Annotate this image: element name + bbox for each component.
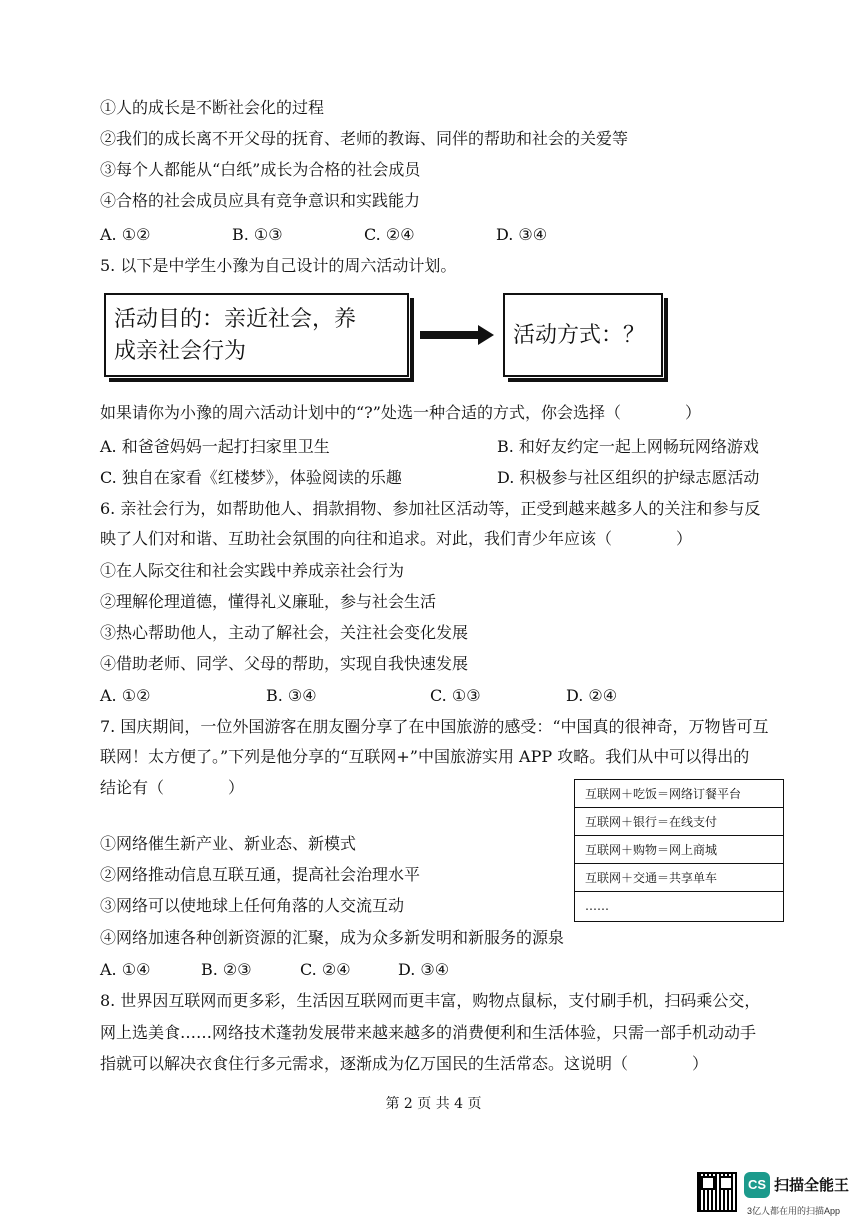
activity-purpose-line1: 活动目的：亲近社会，养	[114, 307, 357, 332]
camscanner-logo: CS	[744, 1172, 770, 1198]
q5-option-a: A. 和爸爸妈妈一起打扫家里卫生	[100, 437, 330, 456]
q8-line2: 网上选美食……网络技术蓬勃发展带来越来越多的消费便利和生活体验，只需一部手机动动手	[100, 1023, 757, 1042]
q4-option-d: D. ③④	[496, 225, 548, 244]
q5-option-c: C. 独自在家看《红楼梦》，体验阅读的乐趣	[100, 468, 402, 487]
q5-stem: 5. 以下是中学生小豫为自己设计的周六活动计划。	[100, 256, 457, 275]
q7-statement-2: ②网络推动信息互联互通，提高社会治理水平	[100, 865, 421, 884]
page-number: 第 2 页 共 4 页	[385, 1096, 482, 1112]
camscanner-name: 扫描全能王	[774, 1177, 850, 1194]
arrow-right-icon	[420, 331, 480, 339]
q6-option-d: D. ②④	[566, 686, 618, 705]
q4-option-b: B. ①③	[232, 225, 283, 244]
q7-option-d: D. ③④	[398, 960, 450, 979]
q5-question: 如果请你为小豫的周六活动计划中的“?”处选一种合适的方式，你会选择（ ）	[100, 403, 701, 422]
qr-code-icon	[697, 1172, 737, 1212]
q6-statement-2: ②理解伦理道德，懂得礼义廉耻，参与社会生活	[100, 592, 437, 611]
activity-method-text: 活动方式：？	[513, 323, 646, 348]
q7-stem-line3: 结论有（ ）	[100, 778, 245, 797]
q6-statement-3: ③热心帮助他人，主动了解社会，关注社会变化发展	[100, 623, 469, 642]
q7-statement-1: ①网络催生新产业、新业态、新模式	[100, 834, 357, 853]
q7-stem-line1: 7. 国庆期间，一位外国游客在朋友圈分享了在中国旅游的感受：“中国真的很神奇，万物皆可互	[100, 717, 769, 736]
app-guide-row: 互联网＋购物＝网上商城	[575, 836, 783, 864]
q4-option-a: A. ①②	[100, 225, 151, 244]
app-guide-table	[574, 779, 784, 922]
q5-option-b: B. 和好友约定一起上网畅玩网络游戏	[497, 437, 759, 456]
q7-statement-3: ③网络可以使地球上任何角落的人交流互动	[100, 896, 405, 915]
q6-option-b: B. ③④	[266, 686, 317, 705]
app-guide-row: 互联网＋交通＝共享单车	[575, 864, 783, 892]
activity-purpose-line2: 成亲社会行为	[114, 339, 247, 364]
q4-statement-1: ①人的成长是不断社会化的过程	[100, 98, 325, 117]
q7-statement-4: ④网络加速各种创新资源的汇聚，成为众多新发明和新服务的源泉	[100, 928, 565, 947]
q4-option-c: C. ②④	[364, 225, 415, 244]
q8-line3: 指就可以解决衣食住行多元需求，逐渐成为亿万国民的生活常态。这说明（ ）	[100, 1054, 709, 1073]
q8-line1: 8. 世界因互联网而更多彩，生活因互联网而更丰富，购物点鼠标，支付刷手机，扫码乘公交，	[100, 991, 761, 1010]
camscanner-tagline: 3亿人都在用的扫描App	[747, 1206, 841, 1216]
q6-option-c: C. ①③	[430, 686, 481, 705]
app-guide-row: 互联网＋吃饭＝网络订餐平台	[575, 780, 783, 808]
q7-option-b: B. ②③	[201, 960, 252, 979]
q4-statement-4: ④合格的社会成员应具有竞争意识和实践能力	[100, 191, 421, 210]
q6-option-a: A. ①②	[100, 686, 151, 705]
activity-method-box	[503, 293, 663, 377]
app-guide-row: 互联网＋银行＝在线支付	[575, 808, 783, 836]
q6-statement-1: ①在人际交往和社会实践中养成亲社会行为	[100, 561, 405, 580]
q4-statement-3: ③每个人都能从“白纸”成长为合格的社会成员	[100, 160, 421, 179]
q6-statement-4: ④借助老师、同学、父母的帮助，实现自我快速发展	[100, 654, 469, 673]
activity-purpose-box	[104, 293, 409, 377]
q7-option-a: A. ①④	[100, 960, 151, 979]
q6-stem-line2: 映了人们对和谐、互助社会氛围的向往和追求。对此，我们青少年应该（ ）	[100, 529, 693, 548]
app-guide-row: ……	[585, 899, 609, 913]
q5-option-d: D. 积极参与社区组织的护绿志愿活动	[497, 468, 760, 487]
arrow-head-icon	[478, 325, 494, 345]
q7-stem-line2: 联网！太方便了。”下列是他分享的“互联网+”中国旅游实用 APP 攻略。我们从中可以得出的	[100, 747, 750, 766]
q7-option-c: C. ②④	[300, 960, 351, 979]
q4-statement-2: ②我们的成长离不开父母的抚育、老师的教诲、同伴的帮助和社会的关爱等	[100, 129, 629, 148]
q6-stem-line1: 6. 亲社会行为，如帮助他人、捐款捐物、参加社区活动等，正受到越来越多人的关注和参与反	[100, 499, 761, 518]
